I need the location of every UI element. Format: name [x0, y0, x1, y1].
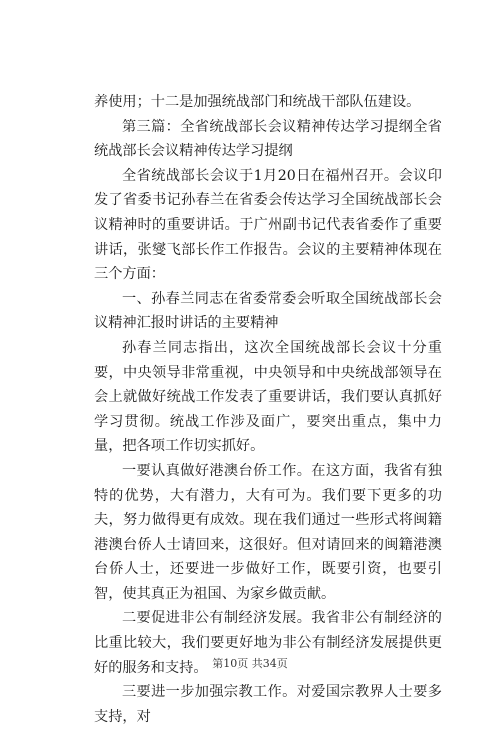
section-heading: 第三篇：全省统战部长会议精神传达学习提纲全省统战部长会议精神传达学习提纲 [94, 118, 442, 160]
document-body [94, 90, 442, 729]
subsection-heading: 一、孙春兰同志在省委常委会听取全国统战部长会议精神汇报时讲话的主要精神 [94, 290, 442, 332]
paragraph: 一要认真做好港澳台侨工作。在这方面，我省有独特的优势，大有潜力，大有可为。我们要下更多的功夫，努力做得更有成效。现在我们通过一些形式将闽籍港澳台侨人士请回来，这很好。但对请回来的闽籍港澳台侨人士，还要进一步做好工作，既要引资，也要引智，使其真正为祖国、为家乡做贡献。 [94, 462, 442, 602]
paragraph: 养使用；十二是加强统战部门和统战干部队伍建设。 [94, 94, 421, 110]
paragraph: 孙春兰同志指出，这次全国统战部长会议十分重要，中央领导非常重视，中央领导和中央统战部领导在会上就做好统战工作发表了重要讲话，我们要认真抓好学习贯彻。统战工作涉及面广，要突出重点，集中力量，把各项工作切实抓好。 [94, 339, 442, 455]
paragraph: 全省统战部长会议于1月20日在福州召开。会议印发了省委书记孙春兰在省委会传达学习全国统战部长会议精神时的重要讲话。于广州副书记代表省委作了重要讲话，张燮飞部长作工作报告。会议的主要精神体现在三个方面： [94, 167, 442, 283]
paragraph: 二要促进非公有制经济发展。我省非公有制经济的比重比较大，我们要更好地为非公有制经济发展提供更好的服务和支持。 [94, 610, 442, 676]
paragraph: 三要进一步加强宗教工作。对爱国宗教界人士要多支持，对 [94, 684, 442, 725]
page-number-footer: 第10页 共34页 [212, 657, 288, 670]
